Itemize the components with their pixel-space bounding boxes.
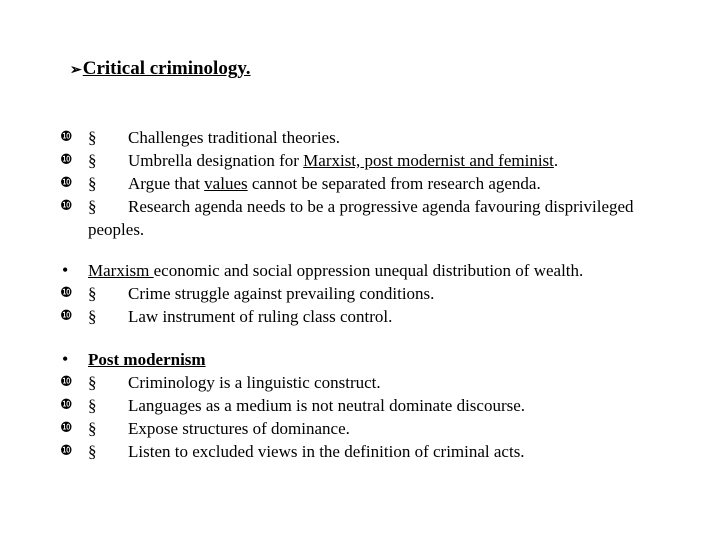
section-sign: § <box>88 128 97 147</box>
list-item <box>60 394 660 417</box>
ten-bullet-icon: ❿ <box>60 443 73 459</box>
section-sign: § <box>88 373 97 392</box>
item-text: Argue that <box>128 174 205 193</box>
section-sign: § <box>88 197 97 216</box>
list-item <box>60 371 660 394</box>
ten-bullet-icon: ❿ <box>60 397 73 413</box>
item-text: Languages as a medium is not neutral dominate discourse. <box>128 396 526 415</box>
section-sign: § <box>88 307 97 326</box>
list-item <box>60 195 660 241</box>
item-text: Challenges traditional theories. <box>128 128 340 147</box>
ten-bullet-icon: ❿ <box>60 152 73 168</box>
section-heading-marxism <box>60 259 660 282</box>
list-item <box>60 305 660 328</box>
arrow-bullet-icon: ➢ <box>70 63 82 78</box>
list-item <box>60 417 660 440</box>
heading-text: economic and social oppression unequal distribution of wealth. <box>153 261 584 280</box>
section-sign: § <box>88 151 97 170</box>
list-item <box>60 149 660 172</box>
bullet-icon: • <box>62 260 69 280</box>
heading-text: Post modernism <box>88 350 206 369</box>
list-item <box>60 282 660 305</box>
item-text: Expose structures of dominance. <box>128 419 350 438</box>
list-item <box>60 172 660 195</box>
ten-bullet-icon: ❿ <box>60 420 73 436</box>
ten-bullet-icon: ❿ <box>60 175 73 191</box>
section-sign: § <box>88 442 97 461</box>
item-text: Umbrella designation for <box>128 151 304 170</box>
spacer <box>60 241 660 259</box>
ten-bullet-icon: ❿ <box>60 285 73 301</box>
item-text: . <box>553 151 559 170</box>
item-text: Law instrument of ruling class control. <box>128 307 393 326</box>
slide-title <box>70 58 251 80</box>
item-text-underlined: values <box>204 174 248 193</box>
item-text: Listen to excluded views in the definition of criminal acts. <box>128 442 525 461</box>
title-text: Critical criminology. <box>82 58 251 79</box>
spacer <box>60 328 660 348</box>
section-sign: § <box>88 174 97 193</box>
item-text: Research agenda needs to be a progressive agenda favouring disprivileged peoples. <box>88 197 634 239</box>
slide-content <box>60 126 660 463</box>
item-text: Criminology is a linguistic construct. <box>128 373 381 392</box>
ten-bullet-icon: ❿ <box>60 198 73 214</box>
section-sign: § <box>88 419 97 438</box>
list-item <box>60 440 660 463</box>
ten-bullet-icon: ❿ <box>60 129 73 145</box>
heading-underlined: Marxism <box>88 261 154 280</box>
bullet-icon: • <box>62 349 69 369</box>
section-heading-post-modernism <box>60 348 660 371</box>
section-sign: § <box>88 284 97 303</box>
item-text: Crime struggle against prevailing conditions. <box>128 284 435 303</box>
ten-bullet-icon: ❿ <box>60 374 73 390</box>
section-sign: § <box>88 396 97 415</box>
ten-bullet-icon: ❿ <box>60 308 73 324</box>
item-text-underlined: Marxist, post modernist and feminist <box>303 151 554 170</box>
list-item <box>60 126 660 149</box>
item-text: cannot be separated from research agenda. <box>247 174 541 193</box>
